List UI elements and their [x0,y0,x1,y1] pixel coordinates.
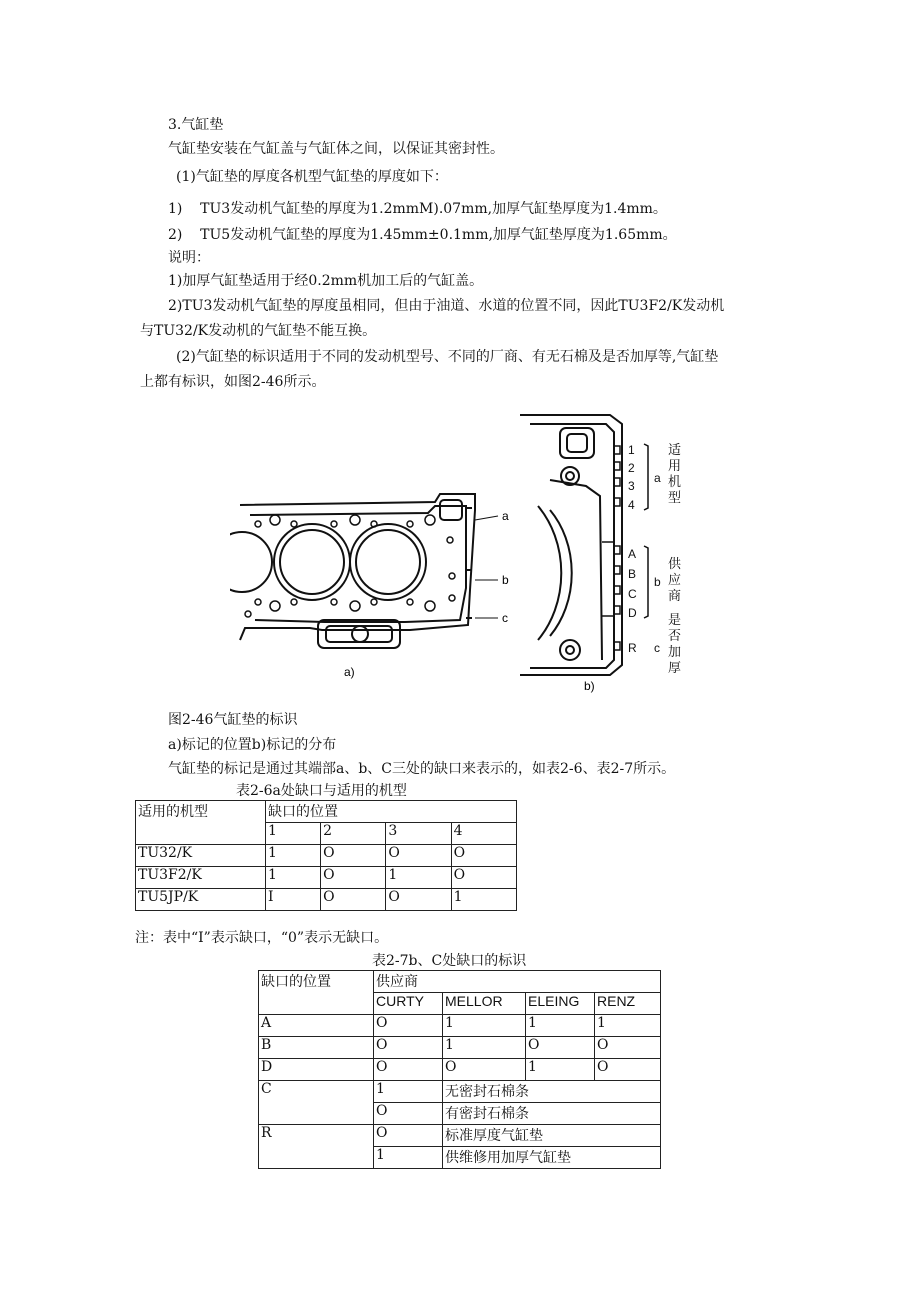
figure-panel-a [230,480,520,690]
row-notch-c: C [259,1081,374,1125]
marking-paragraph-line-2: 上都有标识，如图2-46所示。 [140,374,326,390]
table-row [136,867,517,889]
group-c-text-3: 加 [668,645,682,660]
table-row [259,1037,661,1059]
note-label: 说明： [168,250,210,266]
cell-description: 供维修用加厚气缸垫 [443,1147,661,1169]
notch-number-1: 1 [628,443,635,457]
table-header-notch-position: 缺口的位置 [259,971,374,1015]
row-model: TU32/K [136,845,266,867]
cell: 1 [374,1081,443,1103]
row-model: TU5JP/K [136,889,266,911]
supplier-mellor: MELLOR [443,993,526,1015]
group-c-text-2: 否 [668,629,682,644]
cell: O [451,845,516,867]
cell: O [386,845,451,867]
group-b-text-1: 供 [668,557,682,572]
note-2-line-1: 2)TU3发动机气缸垫的厚度虽相同，但由于油道、水道的位置不同，因此TU3F2/K发动机 [168,298,725,314]
cell: 1 [374,1147,443,1169]
notch-letter-a: A [628,547,637,561]
group-a-marker: a [654,471,661,485]
table-col-3: 3 [386,823,451,845]
table-header-model: 适用的机型 [136,801,266,845]
cell: 1 [266,867,321,889]
cell: O [374,1125,443,1147]
notch-letter-d: D [628,606,637,620]
supplier-curty: CURTY [374,993,443,1015]
cell: O [595,1059,661,1081]
group-c-text-1: 是 [668,613,682,628]
group-c-text-4: 厚 [668,661,682,676]
table-row [136,889,517,911]
cell: I [266,889,321,911]
cell: O [321,889,386,911]
thickness-item-2: 2) TU5发动机气缸垫的厚度为1.45mm±0.1mm,加厚气缸垫厚度为1.65mm。 [168,227,677,243]
group-a-text-4: 型 [668,491,682,506]
tables-intro-paragraph: 气缸垫的标记是通过其端部a、b、C三处的缺口来表示的，如表2-6、表2-7所示。 [168,761,676,777]
table-2-7 [258,970,661,1169]
cell: 1 [443,1037,526,1059]
notch-letter-r: R [628,641,637,655]
table-2-6-title: 表2-6a处缺口与适用的机型 [236,783,407,799]
supplier-renz: RENZ [595,993,661,1015]
group-b-marker: b [654,575,661,589]
table-2-7-title: 表2-7b、C处缺口的标识 [372,953,527,969]
table-col-4: 4 [451,823,516,845]
cell: O [374,1059,443,1081]
notch-number-3: 3 [628,479,635,493]
cell: O [451,867,516,889]
figure-subcaption: a)标记的位置b)标记的分布 [168,737,337,753]
row-notch: D [259,1059,374,1081]
notch-number-4: 4 [628,498,635,512]
group-c-marker: c [654,641,660,655]
group-b-text-3: 商 [668,589,682,604]
figure-panel-b [510,410,690,695]
cell: O [374,1015,443,1037]
figure-caption: 图2-46气缸垫的标识 [168,712,298,728]
cell: O [443,1059,526,1081]
thickness-heading: (1)气缸垫的厚度各机型气缸垫的厚度如下： [176,169,448,185]
callout-a: a [502,509,509,523]
panel-b-label: b) [584,679,595,693]
intro-paragraph: 气缸垫安装在气缸盖与气缸体之间，以保证其密封性。 [168,141,504,157]
table-col-2: 2 [321,823,386,845]
cell: O [374,1103,443,1125]
cell: 1 [443,1015,526,1037]
notch-letter-b: B [628,567,637,581]
group-a-text-2: 用 [668,459,682,474]
thickness-item-1: 1) TU3发动机气缸垫的厚度为1.2mmM).07mm,加厚气缸垫厚度为1.4mm。 [168,201,667,217]
notch-letter-c: C [628,587,637,601]
cell: O [386,889,451,911]
cell: O [595,1037,661,1059]
table-col-1: 1 [266,823,321,845]
cell: O [374,1037,443,1059]
table-header-notch-position: 缺口的位置 [266,801,517,823]
supplier-eleing: ELEING [526,993,595,1015]
notch-number-2: 2 [628,461,635,475]
cell-description: 无密封石棉条 [443,1081,661,1103]
panel-a-label: a) [344,665,355,679]
cell: 1 [266,845,321,867]
table-row [136,845,517,867]
group-a-text-1: 适 [668,443,682,458]
note-1: 1)加厚气缸垫适用于经0.2mm机加工后的气缸盖。 [168,273,484,289]
cell: 1 [386,867,451,889]
table-2-6-note: 注：表中“I”表示缺口，“0”表示无缺口。 [135,930,389,946]
callout-c: c [502,611,508,625]
row-model: TU3F2/K [136,867,266,889]
row-notch-r: R [259,1125,374,1169]
group-b-text-2: 应 [668,573,682,588]
table-row [259,1125,661,1147]
table-header-supplier: 供应商 [374,971,661,993]
cell-description: 标准厚度气缸垫 [443,1125,661,1147]
marking-paragraph-line-1: (2)气缸垫的标识适用于不同的发动机型号、不同的厂商、有无石棉及是否加厚等,气缸垫 [176,349,719,365]
table-row [259,1059,661,1081]
table-2-6 [135,800,517,911]
cell: 1 [451,889,516,911]
note-2-line-2: 与TU32/K发动机的气缸垫不能互换。 [140,323,377,339]
cell: O [321,845,386,867]
row-notch: B [259,1037,374,1059]
table-row [259,1015,661,1037]
cell: 1 [595,1015,661,1037]
cell-description: 有密封石棉条 [443,1103,661,1125]
section-title: 3.气缸垫 [168,117,224,133]
cell: 1 [526,1015,595,1037]
callout-b: b [502,573,509,587]
table-row [259,1081,661,1103]
group-a-text-3: 机 [668,475,682,490]
cell: O [526,1037,595,1059]
cell: O [321,867,386,889]
row-notch: A [259,1015,374,1037]
cell: 1 [526,1059,595,1081]
